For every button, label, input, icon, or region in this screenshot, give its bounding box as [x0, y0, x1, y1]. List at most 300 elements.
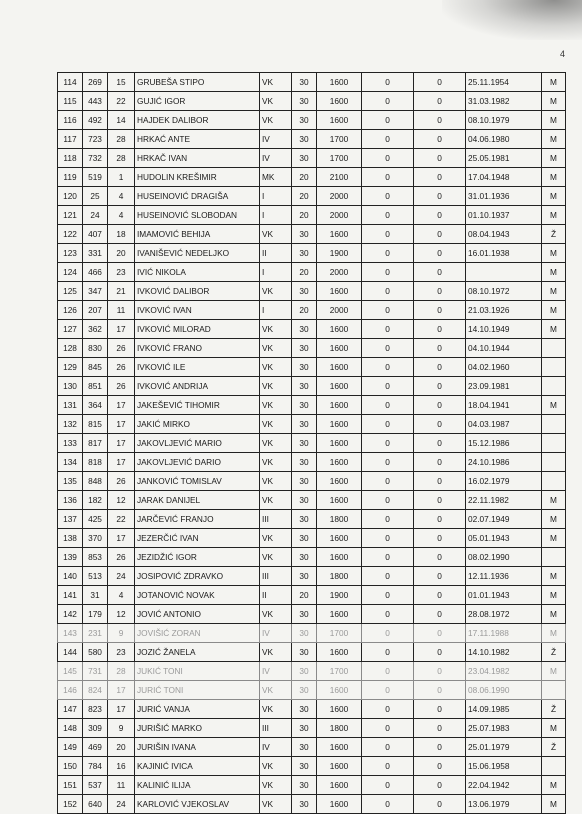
group-cell: 21: [108, 282, 135, 301]
group-cell: 14: [108, 111, 135, 130]
table-row: [58, 453, 566, 472]
row-number-cell: 117: [58, 130, 83, 149]
birth-date-cell: 24.10.1986: [466, 453, 542, 472]
category-cell: VK: [260, 92, 292, 111]
category-cell: VK: [260, 111, 292, 130]
hours-cell: 30: [292, 567, 317, 586]
full-name-cell: JAKOVLJEVIĆ DARIO: [135, 453, 260, 472]
gender-cell: [542, 472, 566, 491]
birth-date-cell: 05.01.1943: [466, 529, 542, 548]
member-id-cell: 513: [83, 567, 108, 586]
hours-cell: 30: [292, 624, 317, 643]
group-cell: 26: [108, 339, 135, 358]
gender-cell: M: [542, 149, 566, 168]
gender-cell: Ž: [542, 738, 566, 757]
birth-date-cell: 28.08.1972: [466, 605, 542, 624]
value-a-cell: 0: [362, 92, 414, 111]
hours-cell: 30: [292, 415, 317, 434]
birth-date-cell: 08.06.1990: [466, 681, 542, 700]
group-cell: 22: [108, 510, 135, 529]
gender-cell: [542, 358, 566, 377]
gender-cell: [542, 757, 566, 776]
birth-date-cell: 04.03.1987: [466, 415, 542, 434]
points-cell: 1700: [317, 130, 362, 149]
category-cell: IV: [260, 624, 292, 643]
value-a-cell: 0: [362, 567, 414, 586]
table-row: [58, 643, 566, 662]
value-a-cell: 0: [362, 377, 414, 396]
full-name-cell: JURIŠIĆ MARKO: [135, 719, 260, 738]
table-row: [58, 738, 566, 757]
value-b-cell: 0: [414, 567, 466, 586]
member-id-cell: 370: [83, 529, 108, 548]
value-b-cell: 0: [414, 320, 466, 339]
value-a-cell: 0: [362, 358, 414, 377]
value-b-cell: 0: [414, 719, 466, 738]
birth-date-cell: 01.01.1943: [466, 586, 542, 605]
full-name-cell: JOVIŠIĆ ZORAN: [135, 624, 260, 643]
table-row: [58, 244, 566, 263]
full-name-cell: IVKOVIĆ FRANO: [135, 339, 260, 358]
category-cell: I: [260, 206, 292, 225]
value-a-cell: 0: [362, 282, 414, 301]
points-cell: 1900: [317, 586, 362, 605]
member-id-cell: 492: [83, 111, 108, 130]
birth-date-cell: 15.06.1958: [466, 757, 542, 776]
group-cell: 17: [108, 681, 135, 700]
full-name-cell: JURIŠIN IVANA: [135, 738, 260, 757]
value-a-cell: 0: [362, 548, 414, 567]
hours-cell: 30: [292, 358, 317, 377]
table-row: [58, 206, 566, 225]
points-cell: 1600: [317, 453, 362, 472]
table-row: [58, 719, 566, 738]
hours-cell: 30: [292, 529, 317, 548]
gender-cell: [542, 548, 566, 567]
value-a-cell: 0: [362, 453, 414, 472]
row-number-cell: 140: [58, 567, 83, 586]
value-b-cell: 0: [414, 111, 466, 130]
member-id-cell: 25: [83, 187, 108, 206]
gender-cell: M: [542, 719, 566, 738]
birth-date-cell: 25.01.1979: [466, 738, 542, 757]
gender-cell: M: [542, 529, 566, 548]
scan-shadow: [442, 0, 582, 40]
group-cell: 17: [108, 700, 135, 719]
birth-date-cell: 14.10.1982: [466, 643, 542, 662]
value-b-cell: 0: [414, 225, 466, 244]
points-cell: 1600: [317, 681, 362, 700]
member-id-cell: 31: [83, 586, 108, 605]
value-b-cell: 0: [414, 396, 466, 415]
category-cell: IV: [260, 662, 292, 681]
row-number-cell: 130: [58, 377, 83, 396]
full-name-cell: JEZERČIĆ IVAN: [135, 529, 260, 548]
points-cell: 1600: [317, 700, 362, 719]
points-cell: 2100: [317, 168, 362, 187]
value-a-cell: 0: [362, 776, 414, 795]
points-cell: 1600: [317, 643, 362, 662]
full-name-cell: JANKOVIĆ TOMISLAV: [135, 472, 260, 491]
row-number-cell: 122: [58, 225, 83, 244]
member-id-cell: 823: [83, 700, 108, 719]
hours-cell: 30: [292, 282, 317, 301]
points-cell: 2000: [317, 206, 362, 225]
birth-date-cell: 08.04.1943: [466, 225, 542, 244]
table-row: [58, 149, 566, 168]
category-cell: I: [260, 187, 292, 206]
category-cell: VK: [260, 358, 292, 377]
category-cell: VK: [260, 700, 292, 719]
points-cell: 1600: [317, 605, 362, 624]
hours-cell: 20: [292, 263, 317, 282]
full-name-cell: HUDOLIN KREŠIMIR: [135, 168, 260, 187]
group-cell: 20: [108, 738, 135, 757]
full-name-cell: KAJINIĆ IVICA: [135, 757, 260, 776]
value-b-cell: 0: [414, 529, 466, 548]
hours-cell: 30: [292, 73, 317, 92]
category-cell: VK: [260, 453, 292, 472]
hours-cell: 30: [292, 339, 317, 358]
full-name-cell: JAKIĆ MIRKO: [135, 415, 260, 434]
row-number-cell: 137: [58, 510, 83, 529]
member-id-cell: 853: [83, 548, 108, 567]
row-number-cell: 139: [58, 548, 83, 567]
row-number-cell: 126: [58, 301, 83, 320]
member-id-cell: 331: [83, 244, 108, 263]
birth-date-cell: 31.01.1936: [466, 187, 542, 206]
value-a-cell: 0: [362, 586, 414, 605]
value-a-cell: 0: [362, 320, 414, 339]
member-id-cell: 207: [83, 301, 108, 320]
full-name-cell: JARČEVIĆ FRANJO: [135, 510, 260, 529]
hours-cell: 30: [292, 643, 317, 662]
points-cell: 1600: [317, 548, 362, 567]
birth-date-cell: 17.04.1948: [466, 168, 542, 187]
hours-cell: 30: [292, 453, 317, 472]
row-number-cell: 121: [58, 206, 83, 225]
category-cell: I: [260, 301, 292, 320]
points-cell: 1600: [317, 320, 362, 339]
group-cell: 17: [108, 415, 135, 434]
table-row: [58, 358, 566, 377]
value-a-cell: 0: [362, 130, 414, 149]
category-cell: III: [260, 567, 292, 586]
gender-cell: [542, 453, 566, 472]
gender-cell: M: [542, 586, 566, 605]
row-number-cell: 133: [58, 434, 83, 453]
hours-cell: 30: [292, 111, 317, 130]
value-b-cell: 0: [414, 187, 466, 206]
row-number-cell: 120: [58, 187, 83, 206]
table-row: [58, 776, 566, 795]
table-row: [58, 187, 566, 206]
table-row: [58, 73, 566, 92]
value-a-cell: 0: [362, 263, 414, 282]
gender-cell: M: [542, 662, 566, 681]
category-cell: VK: [260, 776, 292, 795]
hours-cell: 30: [292, 795, 317, 814]
row-number-cell: 115: [58, 92, 83, 111]
hours-cell: 20: [292, 586, 317, 605]
birth-date-cell: 18.04.1941: [466, 396, 542, 415]
full-name-cell: IVIĆ NIKOLA: [135, 263, 260, 282]
hours-cell: 30: [292, 472, 317, 491]
group-cell: 20: [108, 244, 135, 263]
value-b-cell: 0: [414, 377, 466, 396]
value-b-cell: 0: [414, 586, 466, 605]
table-row: [58, 472, 566, 491]
gender-cell: M: [542, 510, 566, 529]
gender-cell: M: [542, 187, 566, 206]
birth-date-cell: 14.09.1985: [466, 700, 542, 719]
points-cell: 1600: [317, 738, 362, 757]
group-cell: 15: [108, 73, 135, 92]
value-b-cell: 0: [414, 130, 466, 149]
full-name-cell: JAKOVLJEVIĆ MARIO: [135, 434, 260, 453]
group-cell: 12: [108, 491, 135, 510]
row-number-cell: 141: [58, 586, 83, 605]
value-b-cell: 0: [414, 776, 466, 795]
value-b-cell: 0: [414, 263, 466, 282]
table-row: [58, 377, 566, 396]
gender-cell: [542, 681, 566, 700]
group-cell: 1: [108, 168, 135, 187]
table-row: [58, 529, 566, 548]
value-a-cell: 0: [362, 187, 414, 206]
row-number-cell: 152: [58, 795, 83, 814]
member-id-cell: 848: [83, 472, 108, 491]
member-id-cell: 466: [83, 263, 108, 282]
hours-cell: 30: [292, 510, 317, 529]
group-cell: 23: [108, 643, 135, 662]
table-row: [58, 396, 566, 415]
hours-cell: 30: [292, 320, 317, 339]
category-cell: VK: [260, 491, 292, 510]
member-id-cell: 830: [83, 339, 108, 358]
value-a-cell: 0: [362, 168, 414, 187]
table-row: [58, 301, 566, 320]
points-cell: 1600: [317, 92, 362, 111]
gender-cell: Ž: [542, 225, 566, 244]
group-cell: 26: [108, 472, 135, 491]
hours-cell: 30: [292, 130, 317, 149]
member-id-cell: 364: [83, 396, 108, 415]
table-row: [58, 548, 566, 567]
birth-date-cell: 21.03.1926: [466, 301, 542, 320]
table-row: [58, 605, 566, 624]
points-cell: 1600: [317, 282, 362, 301]
value-b-cell: 0: [414, 757, 466, 776]
gender-cell: M: [542, 605, 566, 624]
group-cell: 17: [108, 396, 135, 415]
value-a-cell: 0: [362, 396, 414, 415]
points-cell: 1600: [317, 776, 362, 795]
points-cell: 1700: [317, 149, 362, 168]
member-id-cell: 580: [83, 643, 108, 662]
group-cell: 23: [108, 263, 135, 282]
value-a-cell: 0: [362, 757, 414, 776]
category-cell: VK: [260, 605, 292, 624]
birth-date-cell: 12.11.1936: [466, 567, 542, 586]
row-number-cell: 147: [58, 700, 83, 719]
row-number-cell: 134: [58, 453, 83, 472]
gender-cell: M: [542, 795, 566, 814]
value-b-cell: 0: [414, 453, 466, 472]
points-cell: 1700: [317, 662, 362, 681]
category-cell: IV: [260, 149, 292, 168]
group-cell: 16: [108, 757, 135, 776]
value-a-cell: 0: [362, 225, 414, 244]
category-cell: III: [260, 719, 292, 738]
gender-cell: M: [542, 567, 566, 586]
hours-cell: 30: [292, 605, 317, 624]
gender-cell: M: [542, 282, 566, 301]
member-id-cell: 362: [83, 320, 108, 339]
birth-date-cell: 22.11.1982: [466, 491, 542, 510]
points-cell: 1600: [317, 491, 362, 510]
birth-date-cell: 08.10.1979: [466, 111, 542, 130]
full-name-cell: HRKAĆ ANTE: [135, 130, 260, 149]
row-number-cell: 149: [58, 738, 83, 757]
category-cell: VK: [260, 643, 292, 662]
gender-cell: M: [542, 130, 566, 149]
points-cell: 1600: [317, 434, 362, 453]
gender-cell: [542, 434, 566, 453]
value-b-cell: 0: [414, 548, 466, 567]
points-cell: 1600: [317, 396, 362, 415]
member-id-cell: 845: [83, 358, 108, 377]
gender-cell: [542, 339, 566, 358]
group-cell: 9: [108, 624, 135, 643]
points-cell: 1600: [317, 225, 362, 244]
category-cell: II: [260, 244, 292, 263]
points-cell: 2000: [317, 301, 362, 320]
value-a-cell: 0: [362, 491, 414, 510]
points-cell: 1800: [317, 510, 362, 529]
hours-cell: 30: [292, 244, 317, 263]
birth-date-cell: 04.10.1944: [466, 339, 542, 358]
category-cell: VK: [260, 396, 292, 415]
group-cell: 28: [108, 662, 135, 681]
group-cell: 24: [108, 567, 135, 586]
points-cell: 1600: [317, 529, 362, 548]
row-number-cell: 138: [58, 529, 83, 548]
member-id-cell: 817: [83, 434, 108, 453]
member-id-cell: 443: [83, 92, 108, 111]
full-name-cell: IVKOVIĆ IVAN: [135, 301, 260, 320]
gender-cell: M: [542, 320, 566, 339]
value-b-cell: 0: [414, 415, 466, 434]
category-cell: VK: [260, 472, 292, 491]
row-number-cell: 127: [58, 320, 83, 339]
birth-date-cell: 23.09.1981: [466, 377, 542, 396]
member-id-cell: 851: [83, 377, 108, 396]
value-a-cell: 0: [362, 206, 414, 225]
gender-cell: Ž: [542, 643, 566, 662]
full-name-cell: IVANIŠEVIĆ NEDELJKO: [135, 244, 260, 263]
gender-cell: M: [542, 396, 566, 415]
category-cell: VK: [260, 434, 292, 453]
birth-date-cell: 22.04.1942: [466, 776, 542, 795]
member-id-cell: 182: [83, 491, 108, 510]
member-id-cell: 519: [83, 168, 108, 187]
category-cell: VK: [260, 548, 292, 567]
table-row: [58, 795, 566, 814]
row-number-cell: 123: [58, 244, 83, 263]
gender-cell: M: [542, 491, 566, 510]
gender-cell: M: [542, 776, 566, 795]
value-b-cell: 0: [414, 282, 466, 301]
category-cell: VK: [260, 73, 292, 92]
value-b-cell: 0: [414, 795, 466, 814]
member-id-cell: 537: [83, 776, 108, 795]
value-b-cell: 0: [414, 92, 466, 111]
category-cell: MK: [260, 168, 292, 187]
table-row: [58, 624, 566, 643]
value-a-cell: 0: [362, 415, 414, 434]
row-number-cell: 142: [58, 605, 83, 624]
full-name-cell: GRUBEŠA STIPO: [135, 73, 260, 92]
hours-cell: 20: [292, 206, 317, 225]
row-number-cell: 116: [58, 111, 83, 130]
group-cell: 12: [108, 605, 135, 624]
group-cell: 28: [108, 149, 135, 168]
gender-cell: M: [542, 111, 566, 130]
birth-date-cell: 23.04.1982: [466, 662, 542, 681]
value-a-cell: 0: [362, 244, 414, 263]
hours-cell: 30: [292, 776, 317, 795]
points-cell: 1600: [317, 358, 362, 377]
hours-cell: 20: [292, 187, 317, 206]
table-row: [58, 225, 566, 244]
points-cell: 1700: [317, 624, 362, 643]
group-cell: 28: [108, 130, 135, 149]
group-cell: 17: [108, 529, 135, 548]
member-id-cell: 731: [83, 662, 108, 681]
birth-date-cell: 14.10.1949: [466, 320, 542, 339]
member-id-cell: 469: [83, 738, 108, 757]
category-cell: IV: [260, 130, 292, 149]
value-a-cell: 0: [362, 434, 414, 453]
group-cell: 18: [108, 225, 135, 244]
value-a-cell: 0: [362, 681, 414, 700]
value-b-cell: 0: [414, 358, 466, 377]
full-name-cell: IVKOVIĆ ANDRIJA: [135, 377, 260, 396]
table-row: [58, 434, 566, 453]
table-row: [58, 510, 566, 529]
category-cell: III: [260, 510, 292, 529]
row-number-cell: 144: [58, 643, 83, 662]
row-number-cell: 129: [58, 358, 83, 377]
full-name-cell: JOZIĆ ŽANELA: [135, 643, 260, 662]
category-cell: I: [260, 263, 292, 282]
member-id-cell: 815: [83, 415, 108, 434]
points-cell: 1800: [317, 567, 362, 586]
row-number-cell: 136: [58, 491, 83, 510]
value-a-cell: 0: [362, 700, 414, 719]
group-cell: 17: [108, 453, 135, 472]
table-row: [58, 662, 566, 681]
table-row: [58, 111, 566, 130]
row-number-cell: 150: [58, 757, 83, 776]
points-cell: 1600: [317, 111, 362, 130]
value-a-cell: 0: [362, 662, 414, 681]
value-b-cell: 0: [414, 643, 466, 662]
row-number-cell: 135: [58, 472, 83, 491]
table-row: [58, 130, 566, 149]
value-b-cell: 0: [414, 206, 466, 225]
